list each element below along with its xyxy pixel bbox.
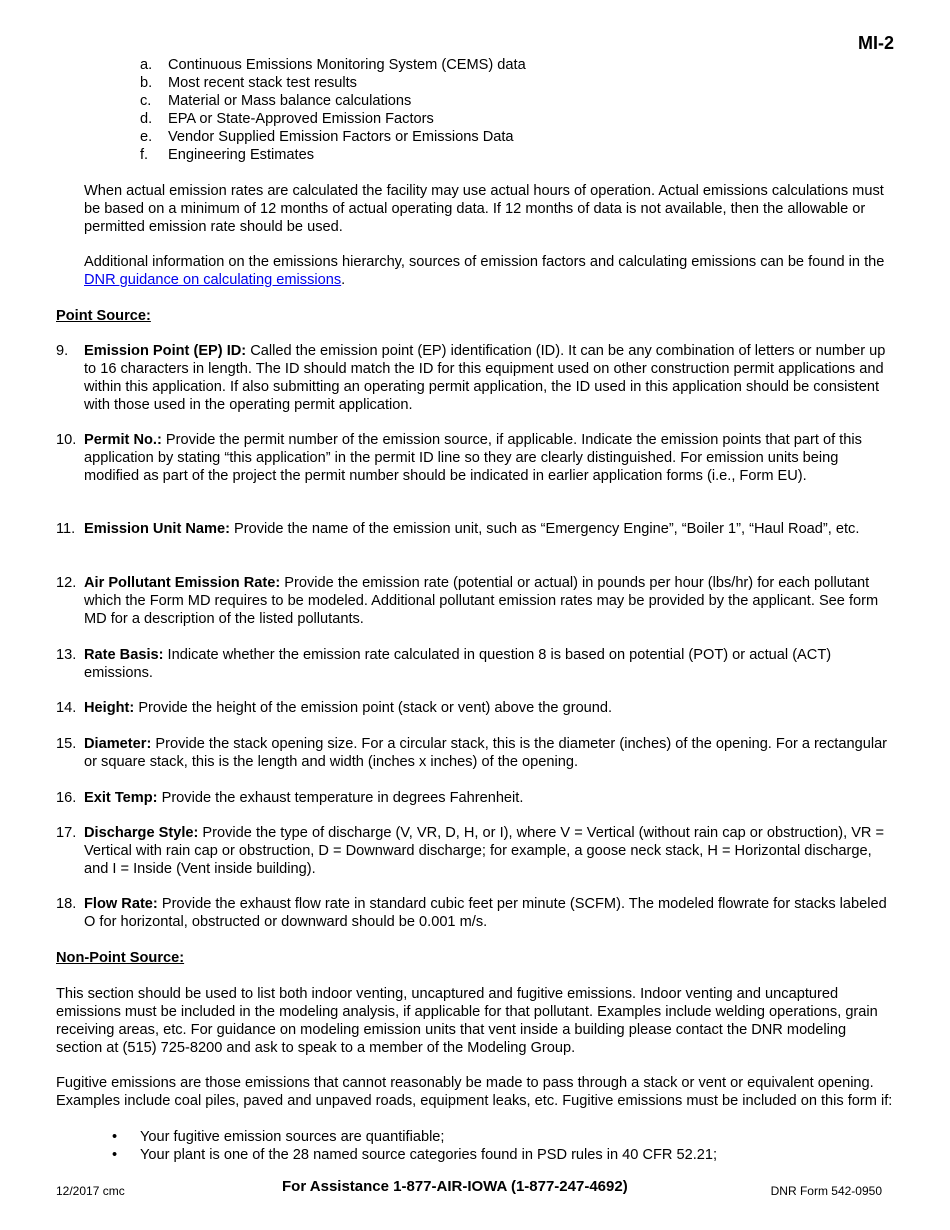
footer-form-number: DNR Form 542-0950 bbox=[770, 1184, 882, 1198]
item-term: Flow Rate: bbox=[84, 896, 158, 912]
item-text: Called the emission point (EP) identification (ID). It can be any combination of letters or number up to 16 characters in length. The ID should match the ID for this equipment used on other construction permit applications and within this application. If also submitting an operating permit application, the ID used in this application should be consistent with those used in the operating permit application. bbox=[84, 343, 886, 413]
instruction-item bbox=[56, 342, 896, 414]
list-item bbox=[140, 128, 526, 146]
emission-methods-list bbox=[140, 56, 526, 164]
instruction-item bbox=[56, 431, 896, 485]
item-term: Exit Temp: bbox=[84, 790, 158, 806]
item-number: 16. bbox=[56, 790, 77, 806]
list-text: Engineering Estimates bbox=[168, 147, 315, 163]
item-text: Provide the emission rate (potential or actual) in pounds per hour (lbs/hr) for each pollutant which the Form MD requires to be modeled. Additional pollutant emission rates may be provided by the applicant. See form MD for a description of the listed pollutants. bbox=[84, 575, 879, 627]
list-item bbox=[140, 92, 526, 110]
item-body bbox=[84, 895, 896, 931]
list-text: Continuous Emissions Monitoring System (CEMS) data bbox=[168, 57, 526, 73]
footer-revision: 12/2017 cmc bbox=[56, 1184, 125, 1198]
list-item bbox=[140, 146, 526, 164]
item-number: 15. bbox=[56, 736, 77, 752]
item-number: 14. bbox=[56, 700, 77, 716]
item-text: Indicate whether the emission rate calculated in question 8 is based on potential (POT) or actual (ACT) emissions. bbox=[84, 647, 832, 681]
list-text: Your fugitive emission sources are quantifiable; bbox=[140, 1129, 445, 1145]
item-number: 17. bbox=[56, 825, 77, 841]
item-term: Permit No.: bbox=[84, 432, 162, 448]
item-body bbox=[84, 520, 896, 538]
bullet-icon: • bbox=[112, 1129, 118, 1145]
list-item bbox=[112, 1128, 717, 1146]
item-body bbox=[84, 699, 896, 717]
item-text: Provide the type of discharge (V, VR, D, H, or I), where V = Vertical (without rain cap or obstruction), VR = Vertical with rain cap or obstruction, D = Downward discharge; for example, a goose neck stack, H = Horizontal discharge, and I = Inside (Vent inside building). bbox=[84, 825, 885, 877]
actual-emissions-paragraph: When actual emission rates are calculated the facility may use actual hours of operation. Actual emissions calculations must be based on a minimum of 12 months of actual operating data. If 12 months of data is not available, then the allowable or permitted emission rate should be used. bbox=[84, 183, 884, 235]
list-letter: a. bbox=[140, 57, 153, 73]
item-body bbox=[84, 431, 896, 485]
list-item bbox=[140, 74, 526, 92]
additional-info-suffix: . bbox=[341, 272, 346, 288]
instruction-item bbox=[56, 735, 896, 771]
item-text: Provide the height of the emission point (stack or vent) above the ground. bbox=[134, 700, 613, 716]
instruction-item bbox=[56, 895, 896, 931]
item-number: 11. bbox=[56, 521, 76, 537]
dnr-guidance-link[interactable]: DNR guidance on calculating emissions bbox=[84, 272, 342, 288]
instruction-item bbox=[56, 699, 896, 717]
item-number: 9. bbox=[56, 343, 69, 359]
item-body bbox=[84, 574, 896, 628]
item-term: Rate Basis: bbox=[84, 647, 164, 663]
list-text: Vendor Supplied Emission Factors or Emissions Data bbox=[168, 129, 514, 145]
item-text: Provide the stack opening size. For a circular stack, this is the diameter (inches) of the opening. For a rectangular or square stack, this is the length and width (inches x inches) of the opening. bbox=[84, 736, 888, 770]
additional-info-text: Additional information on the emissions hierarchy, sources of emission factors and calculating emissions can be found in the bbox=[84, 254, 885, 270]
list-letter: b. bbox=[140, 75, 153, 91]
list-text: Most recent stack test results bbox=[168, 75, 357, 91]
bullet-icon: • bbox=[112, 1147, 118, 1163]
non-point-source-heading: Non-Point Source: bbox=[56, 950, 185, 966]
item-term: Diameter: bbox=[84, 736, 152, 752]
item-term: Air Pollutant Emission Rate: bbox=[84, 575, 281, 591]
list-item bbox=[140, 56, 526, 74]
instruction-item bbox=[56, 646, 896, 682]
item-text: Provide the permit number of the emission source, if applicable. Indicate the emission points that part of this application by stating “this application” in the permit ID line so they are clearly distinguished. For emission units being modified as part of the project the permit number should be indicated in earlier application forms (i.e., Form EU). bbox=[84, 432, 862, 484]
item-number: 10. bbox=[56, 432, 77, 448]
instruction-item bbox=[56, 789, 896, 807]
item-term: Emission Unit Name: bbox=[84, 521, 230, 537]
list-letter: c. bbox=[140, 93, 152, 109]
instruction-item bbox=[56, 574, 896, 628]
item-number: 18. bbox=[56, 896, 77, 912]
list-text: Material or Mass balance calculations bbox=[168, 93, 412, 109]
item-body bbox=[84, 735, 896, 771]
instruction-item bbox=[56, 824, 896, 878]
list-item bbox=[140, 110, 526, 128]
item-body bbox=[84, 824, 896, 878]
item-number: 12. bbox=[56, 575, 77, 591]
item-text: Provide the name of the emission unit, such as “Emergency Engine”, “Boiler 1”, “Haul Road”, etc. bbox=[229, 521, 860, 537]
item-term: Discharge Style: bbox=[84, 825, 199, 841]
footer-assistance: For Assistance 1-877-AIR-IOWA (1-877-247-4692) bbox=[282, 1178, 628, 1195]
list-text: Your plant is one of the 28 named source categories found in PSD rules in 40 CFR 52.21; bbox=[140, 1147, 718, 1163]
list-letter: d. bbox=[140, 111, 153, 127]
point-source-heading: Point Source: bbox=[56, 308, 151, 324]
fugitive-paragraph: Fugitive emissions are those emissions that cannot reasonably be made to pass through a stack or vent or equivalent opening. Examples include coal piles, paved and unpaved roads, equipment leaks, etc. Fugitive emissions must be included on this form if: bbox=[56, 1075, 893, 1109]
item-term: Height: bbox=[84, 700, 135, 716]
item-body bbox=[84, 789, 896, 807]
list-item bbox=[112, 1146, 717, 1164]
item-body bbox=[84, 646, 896, 682]
fugitive-conditions-list bbox=[112, 1128, 717, 1164]
item-body bbox=[84, 342, 896, 414]
form-id: MI-2 bbox=[858, 33, 894, 53]
list-text: EPA or State-Approved Emission Factors bbox=[168, 111, 434, 127]
non-point-paragraph: This section should be used to list both indoor venting, uncaptured and fugitive emissions. Indoor venting and uncaptured emissions must be included in the modeling analysis, if applicable for that pollutant. Examples include welding operations, grain receiving areas, etc. For guidance on modeling emission units that vent inside a building please contact the DNR modeling section at (515) 725-8200 and ask to speak to a member of the Modeling Group. bbox=[56, 986, 878, 1056]
item-term: Emission Point (EP) ID: bbox=[84, 343, 247, 359]
additional-info-paragraph bbox=[84, 253, 896, 289]
list-letter: f. bbox=[140, 147, 149, 163]
instruction-item bbox=[56, 520, 896, 538]
item-text: Provide the exhaust temperature in degrees Fahrenheit. bbox=[157, 790, 524, 806]
list-letter: e. bbox=[140, 129, 153, 145]
item-text: Provide the exhaust flow rate in standard cubic feet per minute (SCFM). The modeled flowrate for stacks labeled O for horizontal, obstructed or downward should be 0.001 m/s. bbox=[84, 896, 887, 930]
item-number: 13. bbox=[56, 647, 77, 663]
